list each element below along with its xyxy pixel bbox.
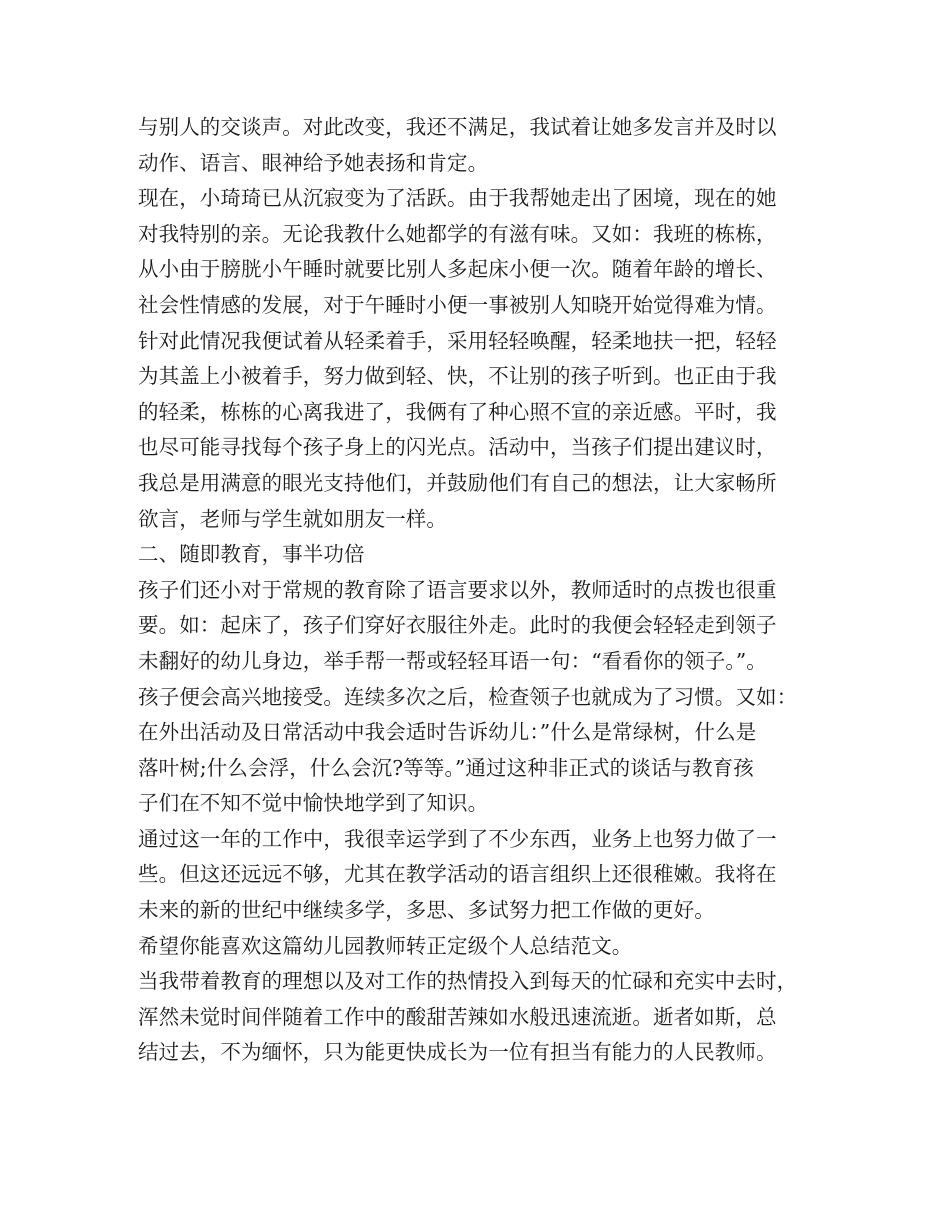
- text-line: 欲言，老师与学生就如朋友一样。: [138, 506, 447, 531]
- text-line: 希望你能喜欢这篇幼儿园教师转正定级个人总结范文。: [138, 933, 633, 958]
- section-heading: 二、随即教育，事半功倍: [138, 542, 365, 567]
- text-line: 从小由于膀胱小午睡时就要比别人多起床小便一次。随着年龄的增长、: [138, 257, 777, 282]
- text-line: 孩子便会高兴地接受。连续多次之后，检查领子也就成为了习惯。又如：: [138, 684, 798, 709]
- text-line: 当我带着教育的理想以及对工作的热情投入到每天的忙碌和充实中去时，: [138, 969, 798, 994]
- text-line: 也尽可能寻找每个孩子身上的闪光点。活动中，当孩子们提出建议时，: [138, 435, 777, 460]
- text-line: 针对此情况我便试着从轻柔着手，采用轻轻唤醒，轻柔地扶一把，轻轻: [138, 328, 777, 353]
- text-line: 些。但这还远远不够，尤其在教学活动的语言组织上还很稚嫩。我将在: [138, 862, 777, 887]
- text-line: 子们在不知不觉中愉快地学到了知识。: [138, 791, 489, 816]
- text-line: 未来的新的世纪中继续多学，多思、多试努力把工作做的更好。: [138, 898, 715, 923]
- text-line: 我总是用满意的眼光支持他们，并鼓励他们有自己的想法，让大家畅所: [138, 470, 777, 495]
- text-line: 浑然未觉时间伴随着工作中的酸甜苦辣如水般迅速流逝。逝者如斯，总: [138, 1004, 777, 1029]
- text-line: 结过去，不为缅怀，只为能更快成长为一位有担当有能力的人民教师。: [138, 1040, 777, 1065]
- document-body: [138, 110, 818, 1071]
- text-line: 在外出活动及日常活动中我会适时告诉幼儿：”什么是常绿树，什么是: [138, 720, 757, 745]
- text-line: 为其盖上小被着手，努力做到轻、快，不让别的孩子听到。也正由于我: [138, 364, 777, 389]
- text-line: 落叶树;什么会浮，什么会沉?等等。”通过这种非正式的谈话与教育孩: [138, 755, 754, 780]
- text-line: 要。如：起床了，孩子们穿好衣服往外走。此时的我便会轻轻走到领子: [138, 613, 777, 638]
- text-line: 社会性情感的发展，对于午睡时小便一事被别人知晓开始觉得难为情。: [138, 292, 777, 317]
- text-line: 与别人的交谈声。对此改变，我还不满足，我试着让她多发言并及时以: [138, 115, 777, 139]
- text-line: 对我特别的亲。无论我教什么她都学的有滋有味。又如：我班的栋栋，: [138, 221, 777, 246]
- text-line: 孩子们还小对于常规的教育除了语言要求以外，教师适时的点拨也很重: [138, 577, 777, 602]
- text-line: 通过这一年的工作中，我很幸运学到了不少东西，业务上也努力做了一: [138, 826, 777, 851]
- text-line: 动作、语言、眼神给予她表扬和肯定。: [138, 150, 489, 175]
- text-line: 的轻柔，栋栋的心离我进了，我俩有了种心照不宣的亲近感。平时，我: [138, 399, 777, 424]
- text-line: 现在，小琦琦已从沉寂变为了活跃。由于我帮她走出了困境，现在的她: [138, 186, 777, 211]
- text-line: 未翻好的幼儿身边，举手帮一帮或轻轻耳语一句：“看看你的领子。”。: [138, 648, 767, 673]
